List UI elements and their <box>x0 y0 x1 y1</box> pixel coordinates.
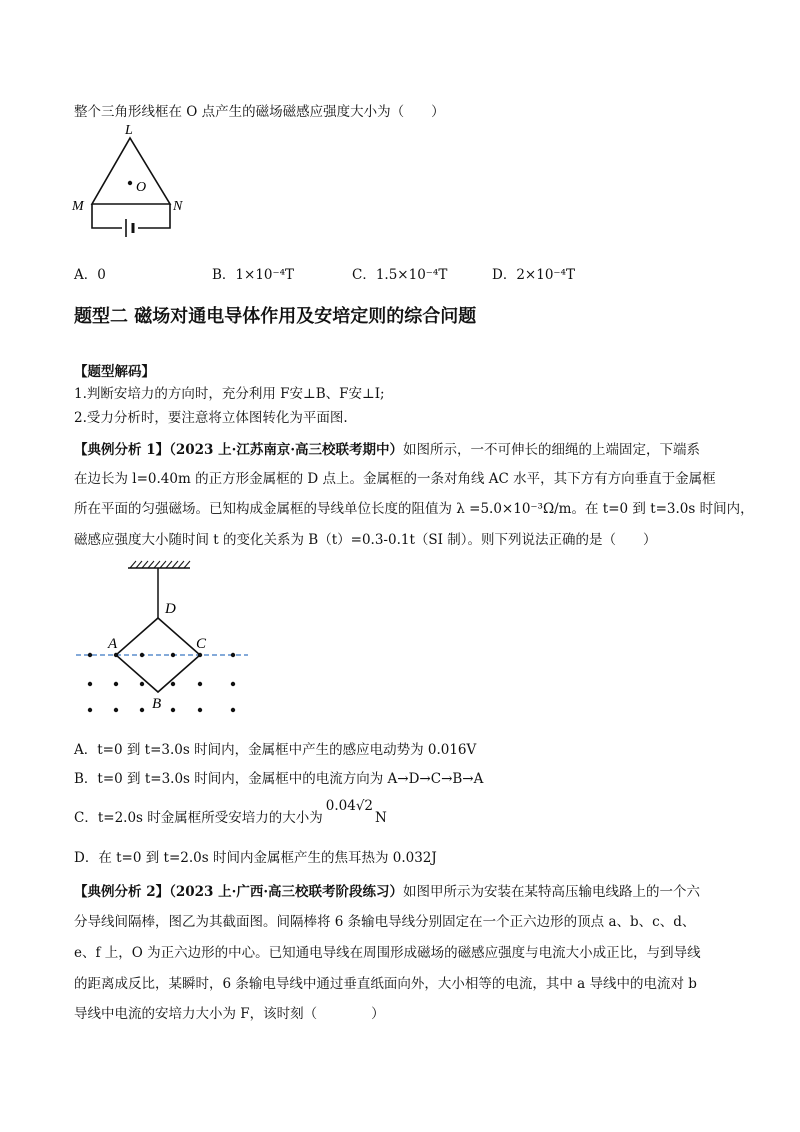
label-L: L <box>125 123 133 138</box>
ex1-option-c-value: 0.04√2 <box>325 798 374 814</box>
ex2-line-5: 导线中电流的安培力大小为 F，该时刻（ ） <box>74 1006 385 1022</box>
q1-stem: 整个三角形线框在 O 点产生的磁场磁感应强度大小为（ ） <box>74 104 445 120</box>
ex2-line-4: 的距离成反比，某瞬时，6 条输电导线中通过垂直纸面向外，大小相等的电流，其中 a 导线中的电流对 b <box>74 976 697 992</box>
square-frame-figure <box>70 556 270 718</box>
label-M: M <box>72 199 84 214</box>
ex1-line-3: 所在平面的匀强磁场。已知构成金属框的导线单位长度的阻值为 λ =5.0×10⁻³Ω/m。在 t=0 到 t=3.0s 时间内， <box>74 501 754 517</box>
ex2-line1-text: 如图甲所示为安装在某特高压输电线路上的一个六 <box>403 884 701 900</box>
ex1-option-b[interactable]: B．t=0 到 t=3.0s 时间内，金属框中的电流方向为 A→D→C→B→A <box>74 771 484 787</box>
ex2-line-1 <box>74 880 700 900</box>
label-A: A <box>108 636 118 652</box>
q1-option-d[interactable]: D．2×10⁻⁴T <box>492 267 575 283</box>
decode-label: 【题型解码】 <box>74 364 155 380</box>
q1-option-a[interactable]: A．0 <box>74 267 106 283</box>
ex1-line-2: 在边长为 l=0.40m 的正方形金属框的 D 点上。金属框的一条对角线 AC 水平，其下方有方向垂直于金属框 <box>74 471 716 487</box>
ex1-option-d[interactable]: D．在 t=0 到 t=2.0s 时间内金属框产生的焦耳热为 0.032J <box>74 850 437 866</box>
ex1-option-c-unit: N <box>375 810 387 826</box>
ex1-line-1 <box>74 438 700 458</box>
section-title: 题型二 磁场对通电导体作用及安培定则的综合问题 <box>74 306 477 327</box>
ex2-line-3: e、f 上，O 为正六边形的中心。已知通电导线在周围形成磁场的磁感应强度与电流大小成正比，与到导线 <box>74 945 701 961</box>
decode-line-1: 1.判断安培力的方向时，充分利用 F安⊥B、F安⊥I; <box>74 386 385 402</box>
triangle-frame-figure <box>70 118 200 248</box>
ex2-line-2: 分导线间隔棒，图乙为其截面图。间隔棒将 6 条输电导线分别固定在一个正六边形的顶点 a、b、c、d、 <box>74 914 696 930</box>
label-O: O <box>136 180 147 195</box>
label-D: D <box>165 601 176 617</box>
ex1-option-c-text: C．t=2.0s 时金属框所受安培力的大小为 <box>74 810 323 826</box>
label-N: N <box>173 199 183 214</box>
ex1-line1-text: 如图所示，一不可伸长的细绳的上端固定，下端系 <box>403 442 701 458</box>
ex1-line-4: 磁感应强度大小随时间 t 的变化关系为 B（t）=0.3-0.1t（SI 制）。则下列说法正确的是（ ） <box>74 532 657 548</box>
label-C: C <box>196 636 207 652</box>
ex1-option-a[interactable]: A．t=0 到 t=3.0s 时间内，金属框中产生的感应电动势为 0.016V <box>74 742 477 758</box>
ex2-label: 【典例分析 2】（2023 上·广西·高三校联考阶段练习） <box>74 884 404 900</box>
label-B: B <box>152 696 162 712</box>
ex1-option-c[interactable] <box>74 798 387 826</box>
ex1-label: 【典例分析 1】（2023 上·江苏南京·高三校联考期中） <box>74 442 404 458</box>
q1-option-b[interactable]: B．1×10⁻⁴T <box>212 267 295 283</box>
decode-line-2: 2.受力分析时，要注意将立体图转化为平面图. <box>74 410 348 426</box>
q1-option-c[interactable]: C．1.5×10⁻⁴T <box>352 267 448 283</box>
